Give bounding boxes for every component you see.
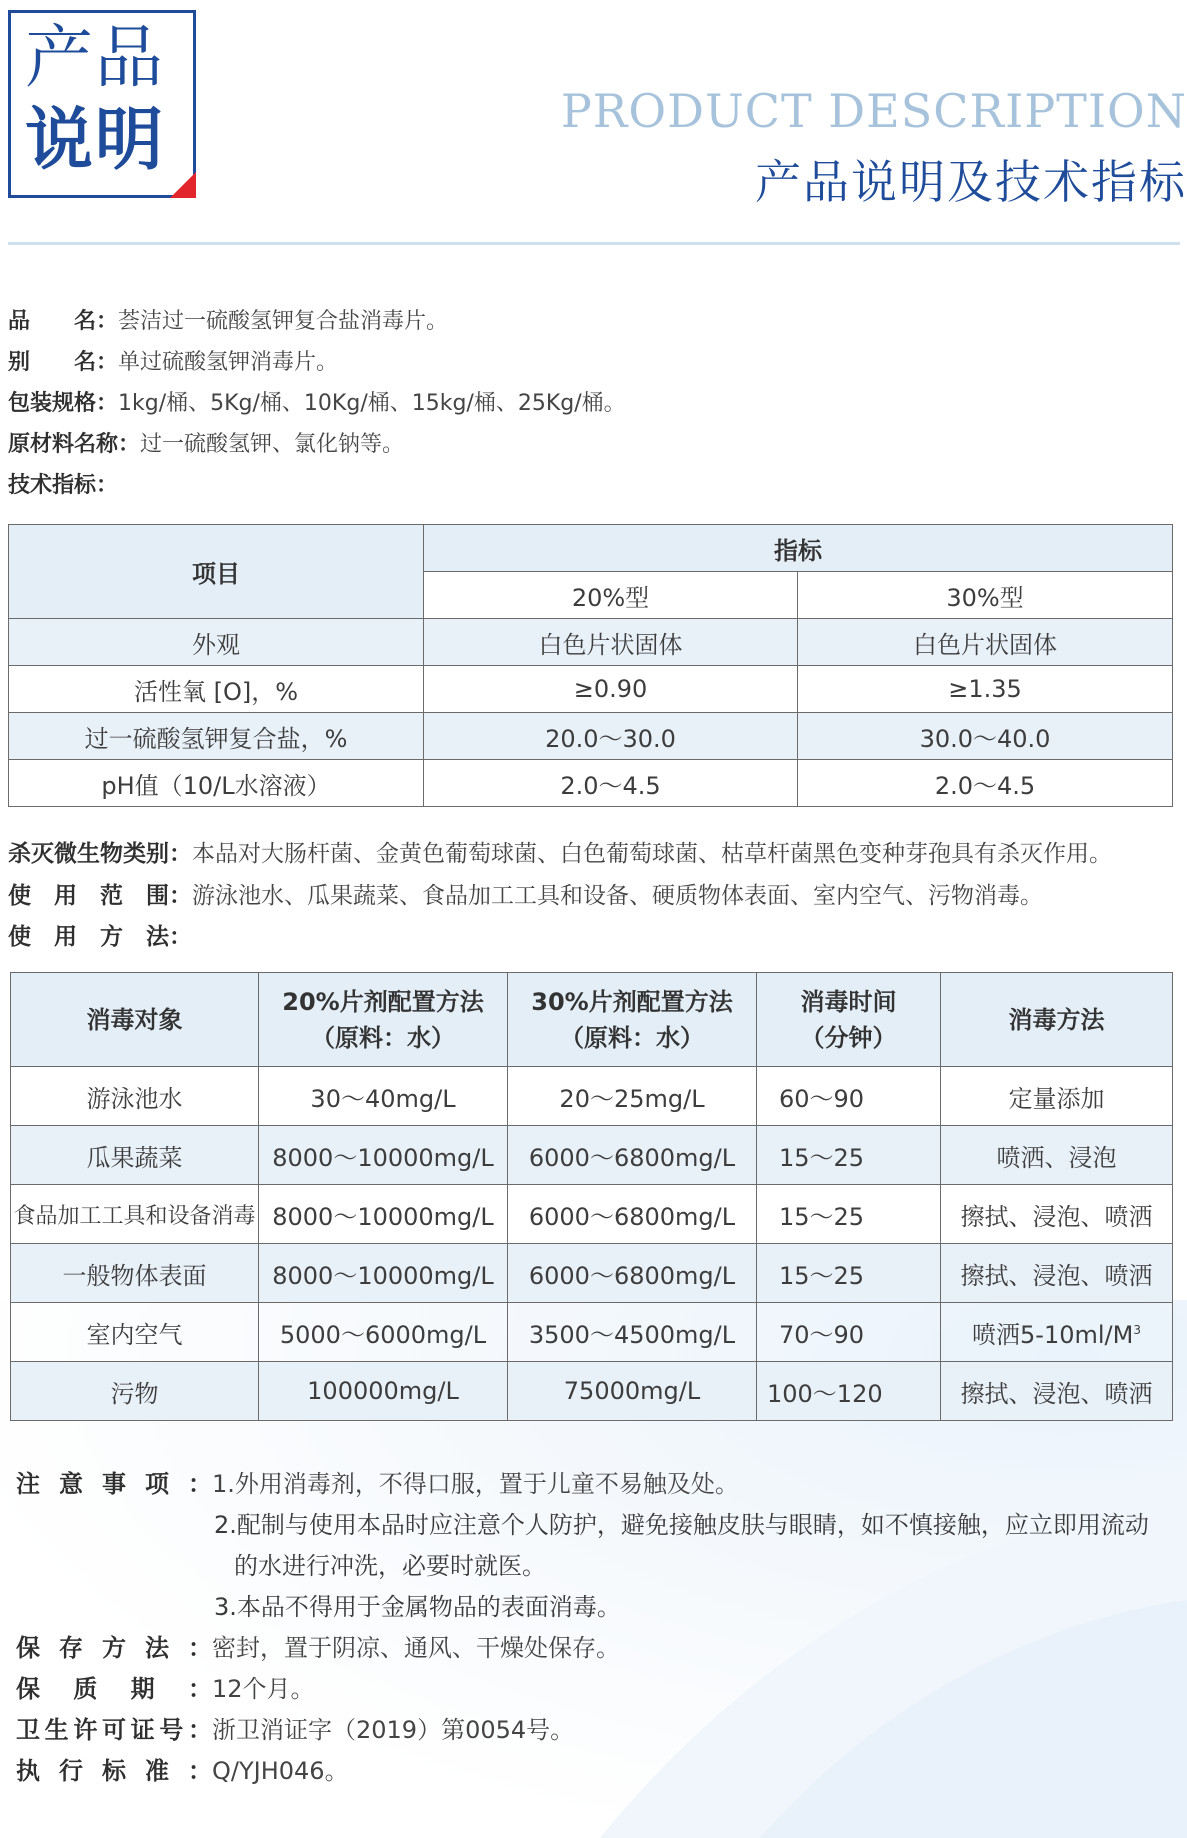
usage-method-20: 8000～10000mg/L [259,1244,508,1303]
notes-license [16,1713,1186,1747]
usage-time: 100～120 [757,1362,941,1421]
usage-method-20: 8000～10000mg/L [259,1126,508,1185]
notes-shelf-life [16,1672,1186,1706]
spec-header-item: 项目 [9,525,424,619]
info-label: 品 名： [8,309,119,334]
info-label: 杀灭微生物类别： [8,841,192,867]
shelf-value: 12个月。 [212,1675,315,1703]
usage-disinfect-method: 喷洒$5-10ml/M^3$ [941,1303,1173,1362]
usage-method-20: 100000mg/L [259,1362,508,1421]
table-row [9,713,1173,760]
usage-disinfect-method: 擦拭、浸泡、喷洒 [941,1185,1173,1244]
usage-header-20: 20%片剂配置方法 （原料：水） [259,973,508,1067]
spec-value-20: 白色片状固体 [424,619,798,666]
notes-caution-1 [16,1467,1186,1501]
spec-header-type-30: 30%型 [798,572,1173,619]
table-row [11,1244,1173,1303]
logo-line-1: 产品 [25,19,166,98]
usage-method-20: 8000～10000mg/L [259,1185,508,1244]
usage-target: 室内空气 [11,1303,259,1362]
notes-storage [16,1631,1186,1665]
usage-method-30: 6000～6800mg/L [508,1126,757,1185]
standard-label: 执行标准： [16,1757,212,1785]
logo-corner-mark [170,172,196,198]
usage-header-method: 消毒方法 [941,973,1173,1067]
product-logo-box [8,10,196,198]
usage-header-30: 30%片剂配置方法 （原料：水） [508,973,757,1067]
usage-header-time: 消毒时间 （分钟） [757,973,941,1067]
spec-value-30: 2.0～4.5 [798,760,1173,807]
info-label: 别 名： [8,350,119,375]
notes-caution-2a: 2.配制与使用本品时应注意个人防护，避免接触皮肤与眼睛，如不慎接触，应立即用流动 [214,1511,1149,1539]
table-row [11,1362,1173,1421]
table-row [11,1126,1173,1185]
usage-method-30: 20～25mg/L [508,1067,757,1126]
notes-caution-3: 3.本品不得用于金属物品的表面消毒。 [214,1593,621,1621]
info-value: 过一硫酸氢钾、氯化钠等。 [140,432,405,457]
info-materials [8,430,1178,460]
spec-item: 过一硫酸氢钾复合盐，% [9,713,424,760]
info-label: 使 用 方 法： [8,924,192,950]
table-row [9,760,1173,807]
usage-target: 瓜果蔬菜 [11,1126,259,1185]
shelf-label: 保质期： [16,1675,212,1703]
usage-target: 污物 [11,1362,259,1421]
spec-item: 外观 [9,619,424,666]
header-divider [8,242,1180,245]
usage-method-30: 3500～4500mg/L [508,1303,757,1362]
usage-disinfect-method: 擦拭、浸泡、喷洒 [941,1362,1173,1421]
info-microbes [8,839,1178,869]
notes-standard [16,1754,1186,1788]
table-row [11,1185,1173,1244]
caution-item-1: 1.外用消毒剂，不得口服，置于儿童不易触及处。 [212,1470,739,1498]
info-label: 使 用 范 围： [8,883,192,909]
info-value: 荟洁过一硫酸氢钾复合盐消毒片。 [118,309,449,334]
usage-table [10,972,1173,1421]
usage-disinfect-method: 擦拭、浸泡、喷洒 [941,1244,1173,1303]
spec-value-30: 白色片状固体 [798,619,1173,666]
info-label: 技术指标： [8,473,119,498]
spec-item: pH值（10/L水溶液） [9,760,424,807]
spec-value-30: 30.0～40.0 [798,713,1173,760]
usage-time: 15～25 [757,1244,941,1303]
spec-header-index: 指标 [424,525,1173,572]
storage-value: 密封，置于阴凉、通风、干燥处保存。 [212,1634,620,1662]
storage-label: 保存方法： [16,1634,212,1662]
title-chinese: 产品说明及技术指标 [755,155,1187,209]
spec-value-20: 2.0～4.5 [424,760,798,807]
title-english: PRODUCT DESCRIPTION [560,84,1187,138]
info-label: 原材料名称： [8,432,141,457]
usage-target: 游泳池水 [11,1067,259,1126]
info-label: 包装规格： [8,391,119,416]
usage-method-20: 5000～6000mg/L [259,1303,508,1362]
info-alias [8,348,1178,378]
spec-value-20: ≥0.90 [424,666,798,713]
spec-value-20: 20.0～30.0 [424,713,798,760]
table-row [9,619,1173,666]
logo-line-2: 说明 [25,101,166,180]
usage-target: 食品加工工具和设备消毒 [11,1185,259,1244]
usage-disinfect-method: 定量添加 [941,1067,1173,1126]
info-packaging [8,389,1178,419]
spec-header-type-20: 20%型 [424,572,798,619]
info-product-name [8,307,1178,337]
spec-item: 活性氧 [O]，% [9,666,424,713]
usage-method-30: 6000～6800mg/L [508,1185,757,1244]
usage-time: 15～25 [757,1126,941,1185]
usage-method-20: 30～40mg/L [259,1067,508,1126]
info-tech-index [8,471,1178,501]
license-label: 卫生许可证号： [16,1716,212,1744]
caution-label: 注意事项： [16,1470,212,1498]
info-value: 本品对大肠杆菌、金黄色葡萄球菌、白色葡萄球菌、枯草杆菌黑色变种芽孢具有杀灭作用。 [192,841,1112,867]
spec-table [8,524,1173,807]
usage-header-target: 消毒对象 [11,973,259,1067]
info-value: 游泳池水、瓜果蔬菜、食品加工工具和设备、硬质物体表面、室内空气、污物消毒。 [192,883,1043,909]
table-row [9,666,1173,713]
notes-caution-2b: 的水进行冲洗，必要时就医。 [234,1552,546,1580]
usage-time: 70～90 [757,1303,941,1362]
spec-value-30: ≥1.35 [798,666,1173,713]
info-value: 1kg/桶、5Kg/桶、10Kg/桶、15kg/桶、25Kg/桶。 [118,391,626,416]
license-value: 浙卫消证字（2019）第0054号。 [212,1716,575,1744]
usage-time: 60～90 [757,1067,941,1126]
standard-value: Q/YJH046。 [212,1757,349,1785]
usage-disinfect-method: 喷洒、浸泡 [941,1126,1173,1185]
info-usage [8,922,1178,952]
table-row [11,1303,1173,1362]
info-scope [8,881,1178,911]
table-row [11,1067,1173,1126]
usage-method-30: 75000mg/L [508,1362,757,1421]
usage-time: 15～25 [757,1185,941,1244]
usage-target: 一般物体表面 [11,1244,259,1303]
info-value: 单过硫酸氢钾消毒片。 [118,350,339,375]
usage-method-30: 6000～6800mg/L [508,1244,757,1303]
